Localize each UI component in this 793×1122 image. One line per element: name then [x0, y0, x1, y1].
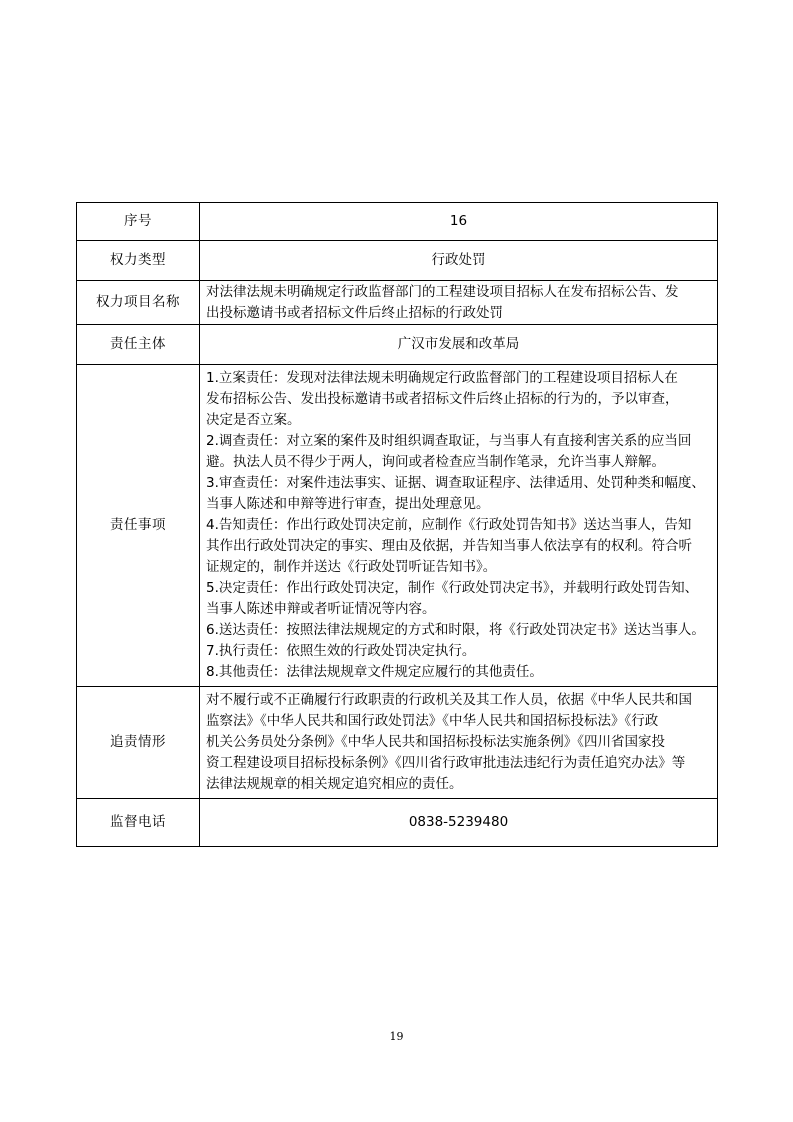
- power-type-label: 权力类型: [77, 241, 200, 281]
- matters-line: 发布招标公告、发出投标邀请书或者招标文件后终止招标的行为的，予以审查，: [206, 391, 679, 407]
- accountability-line: 资工程建设项目招标投标条例》《四川省行政审批违法违纪行为责任追究办法》等: [206, 755, 686, 771]
- row-responsible-subject: [77, 325, 718, 365]
- supervision-phone-value: 0838-5239480: [200, 799, 718, 847]
- accountability-line: 对不履行或不正确履行行政职责的行政机关及其工作人员，依据《中华人民共和国: [206, 692, 692, 708]
- power-list-table: [76, 202, 718, 847]
- responsible-subject-value: 广汉市发展和改革局: [200, 325, 718, 365]
- matters-line: 1.立案责任：发现对法律法规未明确规定行政监督部门的工程建设项目招标人在: [206, 370, 678, 386]
- matters-line: 避。执法人员不得少于两人，询问或者检查应当制作笔录，允许当事人辩解。: [206, 454, 665, 470]
- row-supervision-phone: [77, 799, 718, 847]
- power-name-label: 权力项目名称: [77, 281, 200, 325]
- matters-line: 4.告知责任：作出行政处罚决定前，应制作《行政处罚告知书》送达当事人，告知: [206, 517, 692, 533]
- row-responsibility-matters: [77, 365, 718, 687]
- power-name-line: 对法律法规未明确规定行政监督部门的工程建设项目招标人在发布招标公告、发: [206, 283, 679, 300]
- accountability-label: 追责情形: [77, 687, 200, 799]
- row-power-name: [77, 281, 718, 325]
- responsible-subject-label: 责任主体: [77, 325, 200, 365]
- responsibility-matters-value: [200, 365, 718, 687]
- responsibility-matters-label: 责任事项: [77, 365, 200, 687]
- row-accountability: [77, 687, 718, 799]
- matters-line: 决定是否立案。: [206, 412, 301, 428]
- power-type-value: 行政处罚: [200, 241, 718, 281]
- accountability-value: [200, 687, 718, 799]
- matters-line: 其作出行政处罚决定的事实、理由及依据，并告知当事人依法享有的权利。符合听: [206, 538, 692, 554]
- matters-line: 5.决定责任：作出行政处罚决定，制作《行政处罚决定书》，并载明行政处罚告知、: [206, 580, 699, 596]
- serial-label: 序号: [77, 203, 200, 241]
- matters-line: 6.送达责任：按照法律法规规定的方式和时限，将《行政处罚决定书》送达当事人。: [206, 622, 705, 638]
- matters-line: 3.审查责任：对案件违法事实、证据、调查取证程序、法律适用、处罚种类和幅度、: [206, 475, 705, 491]
- matters-line: 当事人陈述申辩或者听证情况等内容。: [206, 601, 436, 617]
- matters-line: 7.执行责任：依照生效的行政处罚决定执行。: [206, 643, 476, 659]
- matters-line: 证规定的，制作并送达《行政处罚听证告知书》。: [206, 559, 497, 575]
- matters-line: 8.其他责任：法律法规规章文件规定应履行的其他责任。: [206, 664, 543, 680]
- accountability-line: 监察法》《中华人民共和国行政处罚法》《中华人民共和国招标投标法》《行政: [206, 713, 659, 729]
- accountability-line: 法律法规规章的相关规定追究相应的责任。: [206, 776, 463, 792]
- matters-line: 2.调查责任：对立案的案件及时组织调查取证，与当事人有直接利害关系的应当回: [206, 433, 692, 449]
- row-power-type: [77, 241, 718, 281]
- row-serial: [77, 203, 718, 241]
- page-number: 19: [389, 1030, 404, 1043]
- accountability-line: 机关公务员处分条例》《中华人民共和国招标投标法实施条例》《四川省国家投: [206, 734, 665, 750]
- serial-value: 16: [200, 203, 718, 241]
- supervision-phone-label: 监督电话: [77, 799, 200, 847]
- power-name-value: [200, 281, 718, 325]
- matters-line: 当事人陈述和申辩等进行审查，提出处理意见。: [206, 496, 490, 512]
- power-name-line: 出投标邀请书或者招标文件后终止招标的行政处罚: [206, 304, 503, 321]
